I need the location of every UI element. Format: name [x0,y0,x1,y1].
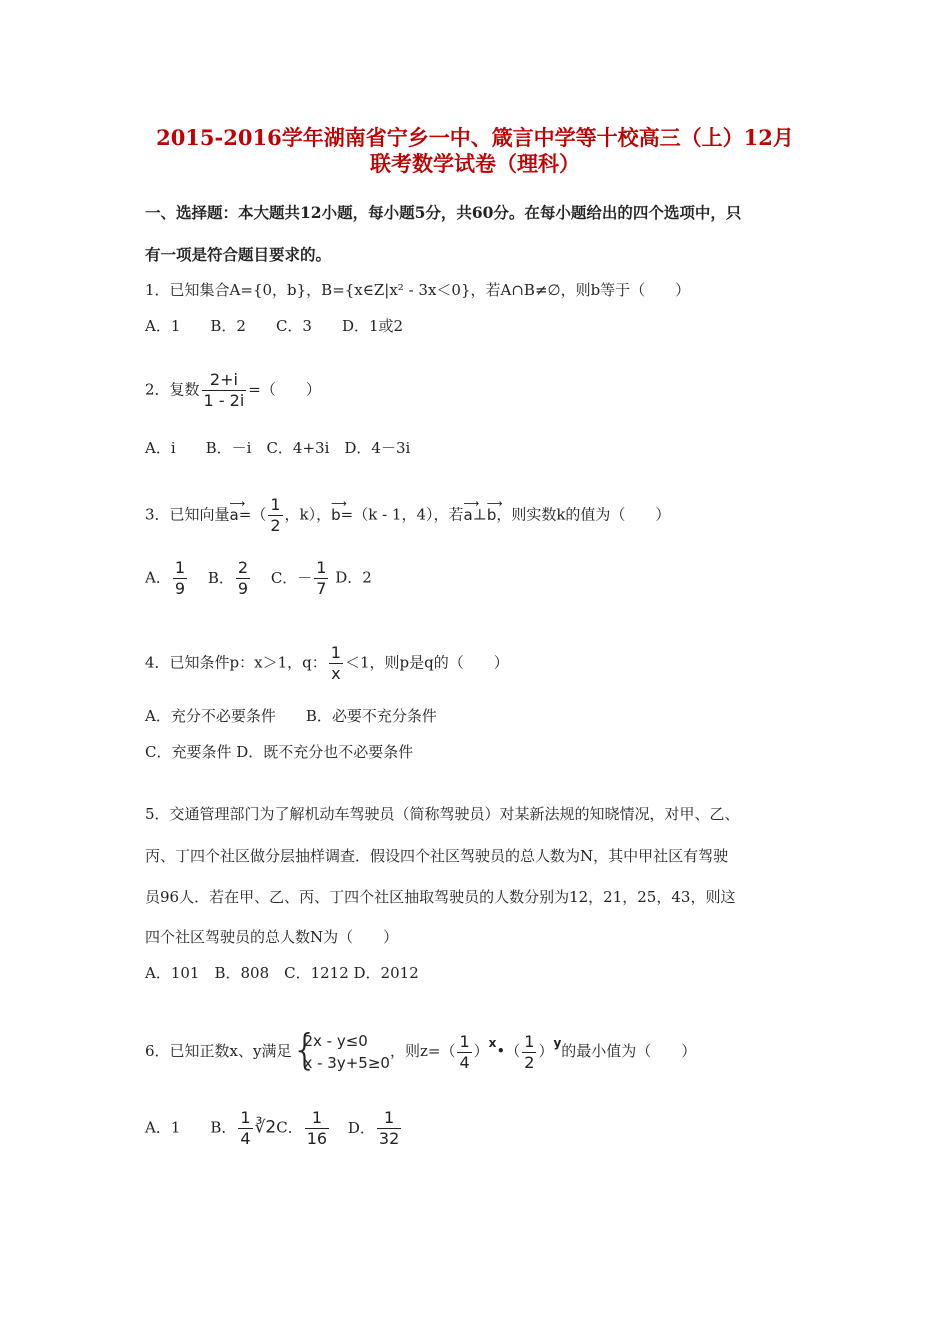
exponent-x: x [488,1036,497,1050]
question-6-mid: ，则z=（ [389,1042,456,1060]
question-2-prefix: 2．复数 [145,380,200,399]
fraction-one-half [522,1031,536,1072]
option-d-fraction [377,1110,401,1147]
vector-a [463,496,480,524]
fraction-numerator: 1 [459,1031,470,1051]
exam-title-line2: 联考数学试卷（理科） [370,151,580,176]
fraction-numerator: 1 [524,1031,535,1051]
vector-arrow-icon: ⟶ [463,496,480,510]
question-4-options-line1: A．充分不必要条件 B．必要不充分条件 [145,707,437,725]
fraction-one-half [268,497,282,534]
option-b-fraction [238,1110,252,1147]
vector-arrow-icon: ⟶ [229,496,246,510]
question-3-mid2: =（k - 1，4），若 [340,505,464,524]
vector-b-label: b [331,505,341,524]
question-3-prefix: 3．已知向量 [145,505,230,524]
fraction-numerator: 1 [383,1108,395,1127]
fraction-one-quarter [457,1031,471,1072]
fraction-one-over-x [329,645,343,682]
fraction-numerator: 1 [270,495,281,514]
question-5-line3: 员96人．若在甲、乙、丙、丁四个社区抽取驾驶员的人数分别为12，21，25，43，则这 [145,888,736,906]
question-6-prefix: 6．已知正数x、y满足 [145,1042,292,1060]
fraction-denominator: 2 [524,1052,535,1072]
question-5-line4: 四个社区驾驶员的总人数N为（ ） [145,928,399,946]
fraction-denominator: 4 [240,1129,251,1148]
question-4-prefix: 4．已知条件p：x＞1，q： [145,653,327,672]
question-3-mid1: ，k）， [284,505,332,524]
option-c-label: C．－ [270,568,313,587]
option-c-fraction [314,560,328,597]
fraction-denominator: 16 [306,1129,328,1148]
fraction-denominator: 32 [378,1129,400,1148]
question-5-options: A．101 B．808 C．1212 D．2012 [145,964,419,982]
option-d-label: D． [347,1118,375,1137]
vector-a-label: a [229,505,239,524]
fraction-numerator: 2 [237,558,249,577]
option-d-label: D．2 [335,568,372,587]
question-1-stem: 1．已知集合A={0，b}，B={x∈Z|x² - 3x＜0}，若A∩B≠∅，则b等于（ ） [145,281,691,299]
option-a-b-label: A．1 B． [145,1118,237,1137]
question-6-suffix: 的最小值为（ ） [561,1042,697,1060]
condition-1: 2x - y≤0 [303,1032,368,1050]
fraction-denominator: 2 [270,516,281,535]
question-2-suffix: =（ ） [248,380,321,399]
section-heading-line2: 有一项是符合题目要求的。 [145,245,332,264]
question-5-line1: 5．交通管理部门为了解机动车驾驶员（简称驾驶员）对某新法规的知晓情况，对甲、乙、 [145,805,740,823]
question-1-options: A．1 B．2 C．3 D．1或2 [145,317,404,335]
fraction-denominator: 9 [174,579,186,598]
vector-b [486,496,503,524]
vector-a [229,496,246,524]
fraction-denominator: 9 [237,579,249,598]
vector-a-label: a [463,505,473,524]
fraction-numerator: 1 [330,643,341,662]
option-c-fraction [305,1110,329,1147]
question-4-suffix: ＜1，则p是q的（ ） [344,653,509,672]
option-b-fraction [236,560,250,597]
fraction-denominator: x [329,663,343,682]
section-heading-line1: 一、选择题：本大题共12小题，每小题5分，共60分。在每小题给出的四个选项中，只 [145,203,742,222]
fraction-numerator: 1 [316,558,327,577]
question-2-options: A．i B．－i C．4+3i D．4－3i [145,439,411,457]
question-6-dot: •（ [496,1042,521,1060]
question-4-options-line2: C．充要条件 D．既不充分也不必要条件 [145,743,414,761]
question-3-suffix: ，则实数k的值为（ ） [496,505,671,524]
vector-arrow-icon: ⟶ [486,496,503,510]
question-6-options [145,1110,403,1147]
fraction-numerator: 1 [240,1108,251,1127]
question-3-stem [145,497,670,534]
exam-title-line1: 2015-2016学年湖南省宁乡一中、箴言中学等十校高三（上）12月 [156,125,794,150]
option-a-fraction [173,560,187,597]
option-a-label: A． [145,568,171,587]
question-3-eq: =（ [238,505,267,524]
exponent-y: y [553,1036,562,1050]
fraction-denominator: 1 - 2i [203,391,245,410]
fraction-numerator: 1 [174,558,186,577]
fraction-denominator: 7 [316,579,327,598]
option-b-label: B． [207,568,234,587]
question-4-stem [145,645,509,682]
fraction-denominator: 4 [459,1052,470,1072]
cube-root: ∛2 [254,1117,277,1138]
vector-b-label: b [486,505,497,524]
option-c-label: C． [276,1118,303,1137]
condition-2: x - 3y+5≥0 [303,1054,390,1072]
perpendicular-symbol: ⊥ [472,505,487,524]
complex-fraction [202,372,247,409]
vector-b [331,496,347,524]
inequality-system [291,1025,390,1074]
question-2-stem [145,372,321,409]
question-5-line2: 丙、丁四个社区做分层抽样调查．假设四个社区驾驶员的总人数为N，其中甲社区有驾驶 [145,847,729,865]
vector-arrow-icon: ⟶ [331,496,347,510]
brace-icon: { [291,1025,319,1074]
question-3-options [145,560,372,597]
question-6-stem: 6．已知正数x、y满足 { 2x - y≤0 x - 3y+5≥0 ，则z=（ $\frac{1}{4}$ ）$^x$•（ $\frac{1}{2}$ ）$^y$的最小值为（ ） [145,1025,697,1074]
fraction-numerator: 1 [311,1108,322,1127]
fraction-numerator: 2+i [209,370,238,389]
